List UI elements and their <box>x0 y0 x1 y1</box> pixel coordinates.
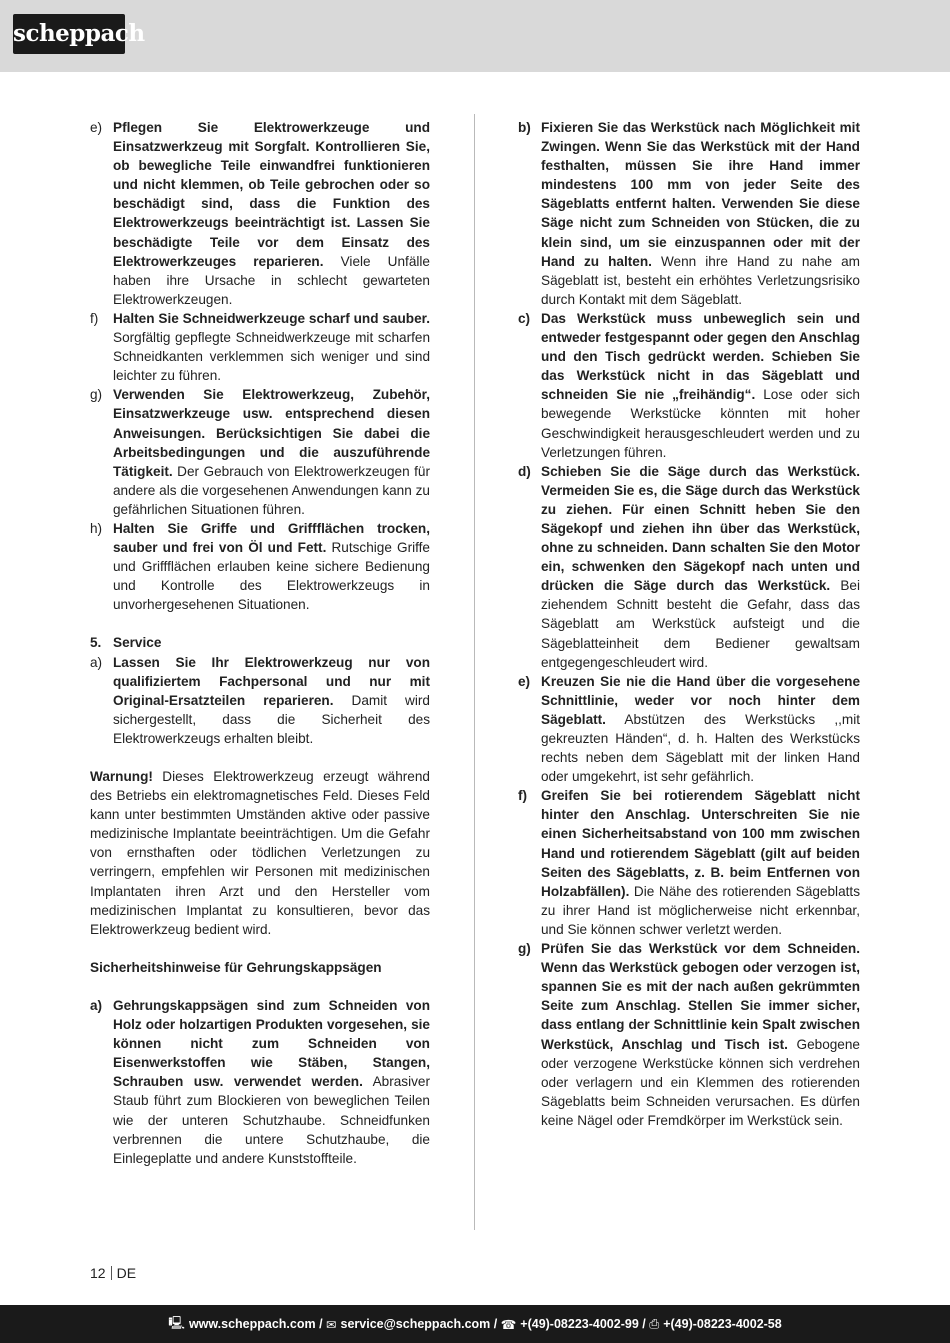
spacer <box>90 939 430 958</box>
item-text <box>113 996 430 1168</box>
warning-paragraph <box>90 767 430 939</box>
list-item <box>518 786 860 939</box>
list-item <box>518 672 860 787</box>
item-marker: g) <box>90 387 103 403</box>
left-column <box>90 118 430 1168</box>
list-item <box>90 118 430 309</box>
item-text <box>113 385 430 519</box>
item-normal-text: Abstützen des Werkstücks ,,mit gekreuzten Händen“, d. h. Halten des Werkstücks rechts neben dem Sägeblatt mit der linken Hand oder umgekehrt, ist sehr gefährlich. <box>541 711 860 785</box>
list-item <box>90 653 430 748</box>
footer-website[interactable]: www.scheppach.com <box>188 1317 316 1331</box>
item-text <box>541 672 860 787</box>
item-bold-text: Fixieren Sie das Werkstück nach Möglichkeit mit Zwingen. Wenn Sie das Werkstück mit der Hand festhalten, müssen Sie ihre Hand immer mindestens 100 mm von jeder Seite des Sägeblatts entfernt halten. Verwenden Sie diese Säge nicht zum Schneiden von Stücken, die zu klein sind, um sie einzuspannen oder mit der Hand zu halten. <box>541 120 860 269</box>
item-normal-text: Gebogene oder verzogene Werkstücke können sich verdrehen oder verlagern und ein Klemmen des rotierenden Sägeblatts beim Schneiden verursachen. Es dürfen keine Nägel oder Fremdkörper im Werkstück sein. <box>541 1036 860 1128</box>
right-column <box>518 118 860 1130</box>
page-number-separator <box>111 1266 112 1280</box>
column-divider <box>474 114 475 1230</box>
item-marker: d) <box>518 463 531 479</box>
item-bold-text: Prüfen Sie das Werkstück vor dem Schneiden. Wenn das Werkstück gebogen oder verzogen ist, spannen Sie es mit der nach außen gekrümmten Seite zum Anschlag. Stellen Sie immer sicher, dass entlang der Schnittlinie kein Spalt zwischen Werkstück, Anschlag und Tisch ist. <box>541 941 860 1052</box>
warning-text: Dieses Elektrowerkzeug erzeugt während des Betriebs ein elektromagnetisches Feld. Dieses Feld kann unter bestimmten Umständen aktive oder passive medizinische Implantate beeinträchtigen. Um die Gefahr von ernsthaften oder tödlichen Verletzungen zu verringern, empfehlen wir Personen mit medizinischen Implantaten ihren Arzt und den Hersteller vom medizinischen Implantat zu konsultieren, bevor das Elektrowerkzeug bedient wird. <box>90 769 430 937</box>
list-item <box>518 309 860 462</box>
item-marker: e) <box>518 673 531 689</box>
item-normal-text: Die Nähe des rotierenden Sägeblatts zu ihrer Hand ist möglicherweise nicht erkennbar, und Sie können schwer verletzt werden. <box>541 883 860 937</box>
list-item <box>518 462 860 672</box>
page-number <box>90 1265 136 1281</box>
item-marker: h) <box>90 520 103 536</box>
list-item <box>518 939 860 1130</box>
footer-separator: / <box>638 1317 650 1331</box>
page-number-value: 12 <box>90 1265 106 1281</box>
item-bold-text: Das Werkstück muss unbeweglich sein und entweder festgespannt oder gegen den Anschlag und den Tisch gedrückt werden. Schieben Sie das Werkstück nicht in das Sägeblatt und schneiden Sie nie „freihändig“. <box>541 310 860 403</box>
item-marker: a) <box>90 654 103 670</box>
item-text <box>541 309 860 462</box>
item-bold-text: Halten Sie Griffe und Griffflächen trocken, sauber und frei von Öl und Fett. <box>113 520 430 556</box>
section-number: 5. <box>90 635 102 651</box>
item-text <box>113 118 430 309</box>
item-text <box>541 939 860 1130</box>
item-marker: c) <box>518 310 531 326</box>
item-text <box>541 462 860 672</box>
footer-phone[interactable]: +(49)-08223-4002-99 <box>520 1317 639 1331</box>
computer-icon: 🖳 <box>168 1315 185 1330</box>
item-text <box>541 118 860 309</box>
item-marker: a) <box>90 997 103 1013</box>
page-language: DE <box>116 1265 137 1281</box>
saw-safety-heading: Sicherheitshinweise für Gehrungskappsägen <box>90 959 382 975</box>
list-item <box>90 309 430 385</box>
footer-email[interactable]: service@scheppach.com <box>340 1317 491 1331</box>
item-normal-text: Bei ziehendem Schnitt besteht die Gefahr, dass das Sägeblatt am Werkstück aufsteigt und die Sägeblatteinheit dem Bediener gewaltsam entgegengeschleudert wird. <box>541 578 860 670</box>
item-bold-text: Kreuzen Sie nie die Hand über die vorgesehene Schnittlinie, weder vor noch hinter dem Sägeblatt. <box>541 673 860 727</box>
item-marker: f) <box>518 788 528 804</box>
section-heading-service <box>90 633 430 652</box>
scheppach-logo: scheppach <box>13 14 125 54</box>
item-bold-text: Halten Sie Schneidwerkzeuge scharf und sauber. <box>113 310 430 326</box>
item-bold-text: Gehrungskappsägen sind zum Schneiden von Holz oder holzartigen Produkten vorgesehen, sie können nicht zum Schneiden von Eisenwerkstoffen wie Stäben, Stangen, Schrauben usw. verwendet werden. <box>113 997 430 1090</box>
item-normal-text: Viele Unfälle haben ihre Ursache in schlecht gewarteten Elektrowerkzeugen. <box>113 253 430 307</box>
item-bold-text: Lassen Sie Ihr Elektrowerkzeug nur von qualifiziertem Fachpersonal und nur mit Original-Ersatzteilen reparieren. <box>113 654 430 708</box>
list-item <box>90 996 430 1168</box>
spacer <box>90 748 430 767</box>
spacer <box>90 977 430 996</box>
list-item <box>90 519 430 614</box>
item-bold-text: Verwenden Sie Elektrowerkzeug, Zubehör, Einsatzwerkzeuge usw. entsprechend diesen Anweisungen. Berücksichtigen Sie dabei die Arbeitsbedingungen und die auszuführende Tätigkeit. <box>113 387 430 479</box>
item-normal-text: Rutschige Griffe und Griffflächen erlauben keine sichere Bedienung und Kontrolle des Elektrowerkzeugs in unvorhergesehenen Situationen. <box>113 540 430 613</box>
item-normal-text: Sorgfältig gepflegte Schneidwerkzeuge mit scharfen Schneidkanten verklemmen sich weniger und sind leichter zu führen. <box>113 330 430 384</box>
item-bold-text: Greifen Sie bei rotierendem Sägeblatt nicht hinter den Anschlag. Unterschreiten Sie nie einen Sicherheitsabstand von 100 mm zwischen Hand und rotierendem Sägeblatt (gilt auf beiden Seiten des Sägeblatts, z. B. beim Entfernen von Holzabfällen). <box>541 788 860 899</box>
section-title: Service <box>113 635 162 651</box>
item-text <box>113 309 430 385</box>
footer-separator: / <box>490 1317 501 1331</box>
item-marker: f) <box>90 310 99 326</box>
header-band <box>0 0 950 72</box>
footer-separator: / <box>315 1317 327 1331</box>
item-bold-text: Pflegen Sie Elektrowerkzeuge und Einsatzwerkzeug mit Sorgfalt. Kontrollieren Sie, ob bewegliche Teile einwandfrei funktionieren und nicht klemmen, ob Teile gebrochen oder so beschädigt sind, dass die Funktion des Elektrowerkzeugs beeinträchtigt ist. Lassen Sie beschädigte Teile vor dem Einsatz des Elektrowerkzeuges reparieren. <box>113 120 430 269</box>
list-item <box>518 118 860 309</box>
mail-icon: ✉ <box>326 1317 337 1332</box>
item-marker: e) <box>90 120 103 135</box>
item-normal-text: Abrasiver Staub führt zum Blockieren von beweglichen Teilen wie der unteren Schutzhaube. Schneidfunken verbrennen die untere Schutzhaube, die Einlegeplatte und andere Kunststoffteile. <box>113 1074 430 1166</box>
item-normal-text: Wenn ihre Hand zu nahe am Sägeblatt ist, besteht ein erhöhtes Verletzungsrisiko durch Kontakt mit dem Sägeblatt. <box>541 253 861 307</box>
footer-bar <box>0 1305 950 1343</box>
item-text <box>541 786 860 939</box>
item-marker: b) <box>518 120 531 135</box>
list-item <box>90 385 430 519</box>
spacer <box>90 614 430 633</box>
item-bold-text: Schieben Sie die Säge durch das Werkstück. Vermeiden Sie es, die Säge durch das Werkstück zu ziehen. Für einen Schnitt heben Sie den Sägekopf und ziehen ihn über das Werkstück, ohne zu schneiden. Dann schalten Sie den Motor ein, schwenken den Sägekopf nach unten und drücken die Säge durch das Werkstück. <box>541 463 860 594</box>
item-text <box>113 519 430 614</box>
phone-icon: ☎ <box>500 1317 517 1332</box>
footer-fax: +(49)-08223-4002-58 <box>663 1317 782 1331</box>
item-marker: g) <box>518 941 531 957</box>
fax-icon: ⎙ <box>649 1316 660 1331</box>
item-normal-text: Der Gebrauch von Elektrowerkzeugen für andere als die vorgesehenen Anwendungen kann zu gefährlichen Situationen führen. <box>113 463 430 517</box>
item-normal-text: Lose oder sich bewegende Werkstücke könnten mit hoher Geschwindigkeit herausgeschleudert werden und zu Verletzungen führen. <box>541 387 860 460</box>
item-normal-text: Damit wird sichergestellt, dass die Sicherheit des Elektrowerkzeugs erhalten bleibt. <box>113 692 430 746</box>
item-text <box>113 653 430 748</box>
warning-label: Warnung! <box>90 769 153 784</box>
